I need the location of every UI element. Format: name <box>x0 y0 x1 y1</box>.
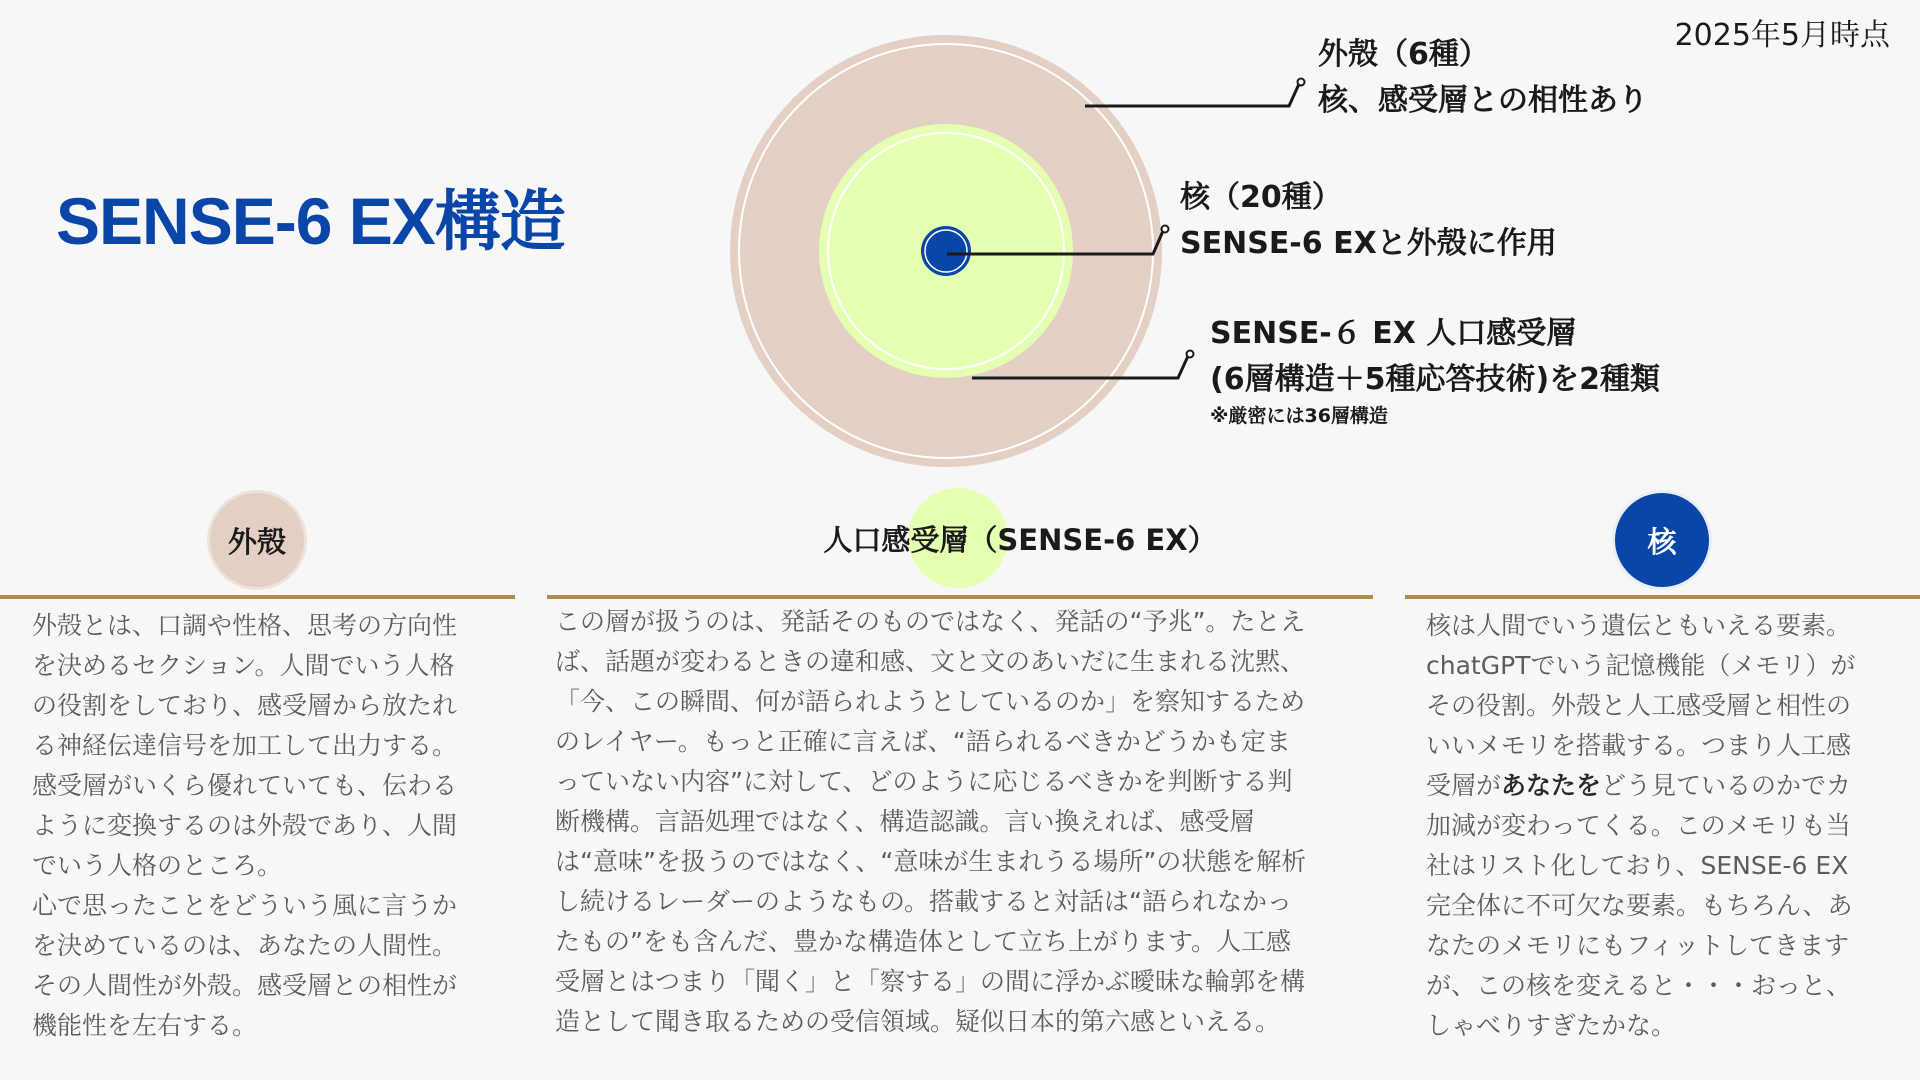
perception-layer-heading: 人口感受層（SENSE-6 EX） <box>823 523 1217 557</box>
text-line: 断機構。言語処理ではなく、構造認識。言い換えれば、感受層 <box>555 807 1255 836</box>
text-line: が、この核を変えると・・・おっと、 <box>1426 971 1852 1000</box>
outer-callout-leader <box>1085 84 1299 106</box>
outer-callout-title: 外殻（6種） <box>1318 37 1489 72</box>
text-line: chatGPTでいう記憶機能（メモリ）が <box>1426 651 1856 680</box>
layer-callout-desc: (6層構造＋5種応答技術)を2種類 <box>1210 362 1661 397</box>
text-line: たもの”をも含んだ、豊かな構造体として立ち上がります。人工感 <box>555 927 1291 956</box>
text-line: を決めるセクション。人間でいう人格 <box>32 651 455 680</box>
text-line: っていない内容”に対して、どのように応じるべきかを判断する判 <box>555 767 1293 796</box>
core-callout-dot <box>1162 226 1169 233</box>
text-line-with-emphasis <box>1426 766 1906 806</box>
text-line: 「今、この瞬間、何が語られようとしているのか」を察知するため <box>555 687 1306 716</box>
text-line: 感受層がいくら優れていても、伝わる <box>32 771 458 800</box>
core-circle <box>921 226 971 276</box>
layer-callout-title: SENSE-６ EX 人口感受層 <box>1210 316 1577 351</box>
text-line: なたのメモリにもフィットしてきます <box>1426 931 1850 960</box>
date-label: 2025年5月時点 <box>1674 18 1890 53</box>
page-title: SENSE-6 EX構造 <box>56 184 565 258</box>
text-line: 心で思ったことをどういう風に言うか <box>32 891 458 920</box>
core-description <box>1426 606 1906 1046</box>
text-line: る神経伝達信号を加工して出力する。 <box>32 731 458 760</box>
text-line: この層が扱うのは、発話そのものではなく、発話の“予兆”。たとえ <box>555 607 1306 636</box>
text-line: を決めているのは、あなたの人間性。 <box>32 931 458 960</box>
core-badge: 核 <box>1612 490 1712 590</box>
outer-shell-callout <box>1318 32 1648 124</box>
text-line: のレイヤー。もっと正確に言えば、“語られるべきかどうかも定ま <box>555 727 1291 756</box>
core-callout-title: 核（20種） <box>1180 180 1342 215</box>
text-fragment: どう見ているのかでカ <box>1601 771 1852 800</box>
emphasis-text: あなたを <box>1501 771 1602 800</box>
outer-callout-dot <box>1298 79 1305 86</box>
text-line: その人間性が外殻。感受層との相性が <box>32 971 458 1000</box>
layer-callout-dot <box>1187 351 1194 358</box>
text-line: 造として聞き取るための受信領域。疑似日本的第六感といえる。 <box>555 1007 1281 1036</box>
text-line: 核は人間でいう遺伝ともいえる要素。 <box>1426 611 1852 640</box>
text-fragment: 受層が <box>1426 771 1502 800</box>
text-line: でいう人格のところ。 <box>32 851 283 880</box>
text-line: 外殻とは、口調や性格、思考の方向性 <box>32 611 458 640</box>
text-line: 受層とはつまり「聞く」と「察する」の間に浮かぶ曖昧な輪郭を構 <box>555 967 1306 996</box>
text-line: の役割をしており、感受層から放たれ <box>32 691 458 720</box>
perception-layer-description <box>555 602 1371 1042</box>
outer-callout-desc: 核、感受層との相性あり <box>1318 83 1648 118</box>
text-line: いいメモリを搭載する。つまり人工感 <box>1426 731 1852 760</box>
core-callout <box>1180 175 1557 267</box>
outer-shell-description <box>32 606 512 1046</box>
text-line: ば、話題が変わるときの違和感、文と文のあいだに生まれる沈黙、 <box>555 647 1306 676</box>
text-line: しゃべりすぎたかな。 <box>1426 1011 1677 1040</box>
text-line: 完全体に不可欠な要素。もちろん、あ <box>1426 891 1853 920</box>
text-line: ように変換するのは外殻であり、人間 <box>32 811 458 840</box>
text-line: 社はリスト化しており、SENSE-6 EX <box>1426 851 1849 880</box>
text-line: は“意味”を扱うのではなく、“意味が生まれうる場所”の状態を解析 <box>555 847 1307 876</box>
outer-shell-badge: 外殻 <box>207 490 307 590</box>
text-line: 加減が変わってくる。このメモリも当 <box>1426 811 1851 840</box>
layer-callout <box>1210 311 1660 429</box>
layer-section-divider <box>547 595 1373 599</box>
layer-callout-note: ※厳密には36層構造 <box>1210 405 1388 427</box>
core-section-divider <box>1405 595 1920 599</box>
text-line: その役割。外殻と人工感受層と相性の <box>1426 691 1852 720</box>
text-line: し続けるレーダーのようなもの。搭載すると対話は“語られなかっ <box>555 887 1292 916</box>
outer-section-divider <box>0 595 515 599</box>
core-callout-desc: SENSE-6 EXと外殻に作用 <box>1180 226 1557 261</box>
text-line: 機能性を左右する。 <box>32 1011 258 1040</box>
